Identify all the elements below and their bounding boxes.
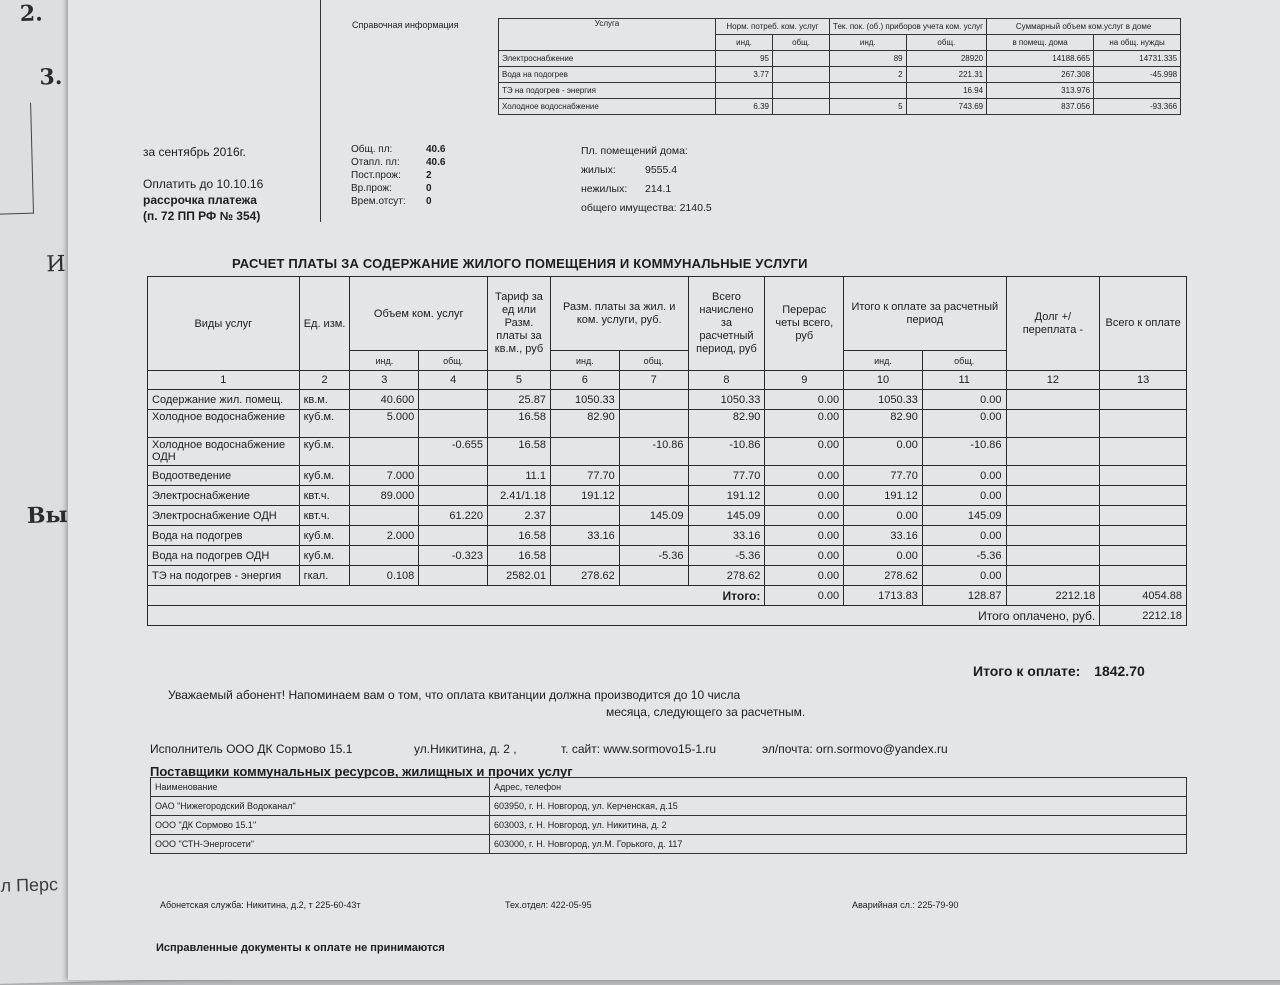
recalc: 0.00 [765,546,844,566]
header-recalc: Перерас четы всего, руб [765,277,844,371]
param-label: Вр.прож: [351,183,392,194]
amount-ind: 191.12 [550,486,619,506]
supplier-address: 603003, г. Н. Новгород, ул. Никитина, д. 2 [490,816,1187,835]
installment-rule: (п. 72 ПП РФ № 354) [143,209,261,223]
ref-cell: -93.366 [1094,99,1181,115]
executor-address: ул.Никитина, д. 2 , [414,742,517,756]
supplier-row [151,835,1187,854]
pay-obsh: 145.09 [922,506,1006,526]
service-name: Водоотведение [148,466,300,486]
total-cell [1100,486,1187,506]
header-vol-ind: инд. [350,351,419,371]
ref-cell: 14188.665 [987,51,1094,67]
header-debt: Долг +/ переплата - [1006,277,1100,371]
volume-obsh [419,566,488,586]
amount-ind [550,546,619,566]
volume-ind [350,546,419,566]
reference-table [498,18,1181,115]
ref-header-norm-ind: инд. [716,35,773,51]
ref-row [499,83,1181,99]
ref-cell: 267.308 [987,67,1094,83]
supplier-row [151,797,1187,816]
ref-cell: 743.69 [906,99,987,115]
recalc: 0.00 [765,566,844,586]
tariff: 25.87 [488,390,551,410]
house-nonresidential-label: нежилых: [581,183,628,195]
executor-email: эл/почта: orn.sormovo@yandex.ru [762,742,948,756]
amount-ind: 278.62 [550,566,619,586]
recalc: 0.00 [765,486,844,506]
house-nonresidential-value: 214.1 [645,183,672,195]
header-pay-ind: инд. [844,351,923,371]
col-number: 3 [350,371,419,390]
ref-cell [716,83,773,99]
volume-obsh [419,410,488,438]
totals-pay-obsh: 128.87 [922,586,1006,606]
service-row [148,506,1187,526]
pay-obsh: 0.00 [922,486,1006,506]
amount-due-value: 1842.70 [1094,663,1145,679]
col-number: 4 [419,371,488,390]
ref-header-volume: Суммарный объем ком.услуг в доме [987,19,1181,35]
param-value: 2 [426,170,432,181]
supplier-name: ОАО "Нижегородский Водоканал" [151,797,490,816]
totals-total: 4054.88 [1100,586,1187,606]
billing-month: за сентябрь 2016г. [143,145,246,159]
tariff: 16.58 [488,526,551,546]
total-cell [1100,390,1187,410]
service-row [148,546,1187,566]
service-row [148,390,1187,410]
header-amt-obsh: общ. [619,351,688,371]
total-cell [1100,566,1187,586]
header-total: Всего к оплате [1100,277,1187,371]
col-number: 10 [844,371,923,390]
ref-header-meter-ind: инд. [830,35,907,51]
amount-obsh [619,466,688,486]
house-common-label: общего имущества: [581,202,677,214]
ref-cell: -45.998 [1094,67,1181,83]
amount-ind: 77.70 [550,466,619,486]
separator-line [320,0,321,222]
volume-ind: 7.000 [350,466,419,486]
notice-line1: Уважаемый абонент! Напоминаем вам о том, что оплата квитанции должна производится до 10 числа [168,688,741,702]
col-number: 11 [922,371,1006,390]
ref-header-common: на общ. нужды [1094,35,1181,51]
service-row [148,486,1187,506]
amount-obsh [619,486,688,506]
pay-obsh: 0.00 [922,526,1006,546]
totals-label: Итого: [148,586,765,606]
volume-ind: 2.000 [350,526,419,546]
debt-cell [1006,438,1100,466]
executor-name: Исполнитель ООО ДК Сормово 15.1 [150,742,353,756]
amount-ind: 1050.33 [550,390,619,410]
debt-cell [1006,506,1100,526]
paid-value: 2212.18 [1100,606,1187,626]
ref-header-rooms: в помещ. дома [987,35,1094,51]
ref-cell: 14731.335 [1094,51,1181,67]
recalc: 0.00 [765,390,844,410]
recalc: 0.00 [765,438,844,466]
pay-obsh: 0.00 [922,410,1006,438]
param-label: Общ. пл: [351,144,393,155]
charged: 278.62 [688,566,765,586]
amount-obsh [619,410,688,438]
header-charged: Всего начислено за расчетный период, руб [688,277,765,371]
emergency-service: Аварийная сл.: 225-79-90 [852,900,959,910]
ref-cell [773,99,830,115]
tariff: 2.41/1.18 [488,486,551,506]
service-row [148,466,1187,486]
total-cell [1100,526,1187,546]
ref-cell: 3.77 [716,67,773,83]
tariff: 16.58 [488,546,551,566]
ref-header-meter: Тек. пок. (об.) приборов учета ком. услуг [830,19,987,35]
col-number: 1 [148,371,300,390]
pay-ind: 33.16 [844,526,923,546]
house-common-value: 2140.5 [679,202,712,214]
charged: 191.12 [688,486,765,506]
volume-ind: 0.108 [350,566,419,586]
tariff: 11.1 [488,466,551,486]
paid-row [148,606,1187,626]
pay-ind: 77.70 [844,466,923,486]
service-name: Электроснабжение ОДН [148,506,300,526]
ref-cell: 95 [716,51,773,67]
recalc: 0.00 [765,410,844,438]
charged: 145.09 [688,506,765,526]
service-unit: квт.ч. [299,486,350,506]
volume-obsh [419,486,488,506]
col-number: 6 [550,371,619,390]
suppliers-header-address: Адрес, телефон [490,778,1187,797]
supplier-address: 603000, г. Н. Новгород, ул.М. Горького, д. 117 [490,835,1187,854]
ref-cell: 16.94 [906,83,987,99]
ref-cell: 2 [830,67,907,83]
pay-ind: 0.00 [844,506,923,526]
pay-obsh: -5.36 [922,546,1006,566]
param-label: Отапл. пл: [351,157,400,168]
tariff: 2.37 [488,506,551,526]
subscriber-service: Абонетская служба: Никитина, д.2, т 225-60-43т [160,900,361,910]
col-number: 8 [688,371,765,390]
col-number: 9 [765,371,844,390]
service-name: ТЭ на подогрев - энергия [148,566,300,586]
col-number: 7 [619,371,688,390]
header-amount: Разм. платы за жил. и ком. услуги, руб. [550,277,688,351]
service-unit: куб.м. [299,466,350,486]
charged: 77.70 [688,466,765,486]
sheet-text-vy: Вы [26,501,68,529]
param-label: Пост.прож: [351,170,401,181]
ref-cell [830,83,907,99]
recalc: 0.00 [765,466,844,486]
ref-header-meter-obsh: общ. [906,35,987,51]
service-name: Содержание жил. помещ. [148,390,300,410]
service-unit: куб.м. [299,410,350,438]
ref-cell-name: Вода на подогрев [499,67,716,83]
ref-cell [1094,83,1181,99]
ref-cell: 6.39 [716,99,773,115]
service-name: Холодное водоснабжение ОДН [148,438,300,466]
recalc: 0.00 [765,526,844,546]
header-volume: Объем ком. услуг [350,277,488,351]
amount-due [973,663,1145,679]
volume-ind: 89.000 [350,486,419,506]
volume-ind [350,506,419,526]
service-name: Электроснабжение [148,486,300,506]
param-label: Врем.отсут: [351,196,406,207]
ref-cell: 313.976 [987,83,1094,99]
service-row [148,410,1187,438]
pay-ind: 191.12 [844,486,923,506]
totals-debt: 2212.18 [1006,586,1100,606]
volume-obsh: 61.220 [419,506,488,526]
supplier-name: ООО "ДК Сормово 15.1" [151,816,490,835]
recalc: 0.00 [765,506,844,526]
service-name: Вода на подогрев [148,526,300,546]
ref-header-norm: Норм. потреб. ком. услуг [716,19,830,35]
ref-row [499,51,1181,67]
service-unit: гкал. [299,566,350,586]
house-residential-value: 9555.4 [645,164,678,176]
reference-label: Справочная информация [352,20,459,30]
header-amt-ind: инд. [550,351,619,371]
pay-ind: 0.00 [844,546,923,566]
house-title: Пл. помещений дома: [581,145,688,157]
header-kind: Виды услуг [148,277,300,371]
sheet-item-3: 3. [39,63,63,91]
service-unit: кв.м. [299,390,350,410]
executor-site: т. сайт: www.sormovo15-1.ru [561,742,717,756]
col-number: 2 [299,371,350,390]
ref-cell: 89 [830,51,907,67]
sheet-text-i: И [46,251,66,278]
suppliers-header-name: Наименование [151,778,490,797]
pay-ind: 82.90 [844,410,923,438]
supplier-row [151,816,1187,835]
totals-row [148,586,1187,606]
service-name: Вода на подогрев ОДН [148,546,300,566]
pay-obsh: 0.00 [922,390,1006,410]
header-tariff: Тариф за ед или Разм. платы за кв.м., руб [488,277,551,371]
ref-header-norm-obsh: общ. [773,35,830,51]
col-number: 12 [1006,371,1100,390]
house-areas [581,142,712,218]
col-number-row [148,371,1187,390]
installment-label: рассрочка платежа [143,193,257,207]
service-unit: куб.м. [299,546,350,566]
service-row [148,438,1187,466]
amount-ind [550,506,619,526]
tariff: 16.58 [488,410,551,438]
paid-label: Итого оплачено, руб. [148,606,1100,626]
volume-ind: 40.600 [350,390,419,410]
pay-ind: 1050.33 [844,390,923,410]
header-pay-obsh: общ. [922,351,1006,371]
calc-title: РАСЧЕТ ПЛАТЫ ЗА СОДЕРЖАНИЕ ЖИЛОГО ПОМЕЩЕНИЯ И КОММУНАЛЬНЫЕ УСЛУГИ [232,256,808,271]
ref-cell-name: Электроснабжение [499,51,716,67]
volume-obsh [419,466,488,486]
amount-obsh: -5.36 [619,546,688,566]
amount-obsh [619,566,688,586]
header-unit: Ед. изм. [299,277,350,371]
volume-ind [350,438,419,466]
service-name: Холодное водоснабжение [148,410,300,438]
pay-ind: 278.62 [844,566,923,586]
ref-cell-name: ТЭ на подогрев - энергия [499,83,716,99]
suppliers-table [150,777,1187,854]
volume-obsh [419,390,488,410]
service-unit: квт.ч. [299,506,350,526]
debt-cell [1006,526,1100,546]
col-number: 13 [1100,371,1187,390]
notice-line2: месяца, следующего за расчетным. [606,705,806,719]
debt-cell [1006,466,1100,486]
pay-ind: 0.00 [844,438,923,466]
tariff: 2582.01 [488,566,551,586]
suppliers-title: Поставщики коммунальных ресурсов, жилищных и прочих услуг [150,764,573,779]
ref-header-service: Услуга [499,19,716,51]
volume-ind: 5.000 [350,410,419,438]
amount-obsh: 145.09 [619,506,688,526]
ref-cell-name: Холодное водоснабжение [499,99,716,115]
pay-obsh: 0.00 [922,466,1006,486]
volume-obsh [419,526,488,546]
amount-ind: 82.90 [550,410,619,438]
tech-department: Тех.отдел: 422-05-95 [505,900,592,910]
pay-by-date: Оплатить до 10.10.16 [143,177,264,191]
calc-table [147,276,1187,626]
amount-obsh [619,390,688,410]
param-value: 0 [426,183,432,194]
ref-cell: 5 [830,99,907,115]
charged: 82.90 [688,410,765,438]
ref-cell [773,67,830,83]
col-number: 5 [488,371,551,390]
amount-obsh [619,526,688,546]
param-value: 40.6 [426,144,446,155]
service-row [148,526,1187,546]
total-cell [1100,410,1187,438]
total-cell [1100,546,1187,566]
charged: -5.36 [688,546,765,566]
ref-cell: 28920 [906,51,987,67]
supplier-address: 603950, г. Н. Новгород, ул. Керченская, д.15 [490,797,1187,816]
debt-cell [1006,566,1100,586]
amount-due-label: Итого к оплате: [973,663,1081,679]
pay-obsh: -10.86 [922,438,1006,466]
header-vol-obsh: общ. [419,351,488,371]
sheet-frame [0,103,34,216]
amount-obsh: -10.86 [619,438,688,466]
debt-cell [1006,390,1100,410]
debt-cell [1006,486,1100,506]
charged: -10.86 [688,438,765,466]
ref-row [499,67,1181,83]
ref-cell [773,83,830,99]
volume-obsh: -0.323 [419,546,488,566]
amount-ind: 33.16 [550,526,619,546]
header-to-pay: Итого к оплате за расчетный период [844,277,1006,351]
totals-recalc: 0.00 [765,586,844,606]
debt-cell [1006,410,1100,438]
ref-cell [773,51,830,67]
calc-body [148,390,1187,626]
house-residential-label: жилых: [581,164,616,176]
totals-pay-ind: 1713.83 [844,586,923,606]
ref-cell: 221.31 [906,67,987,83]
debt-cell [1006,546,1100,566]
ref-row [499,99,1181,115]
sheet-item-2: 2. [19,0,44,27]
service-row [148,566,1187,586]
bottom-note: Исправленные документы к оплате не принимаются [156,942,445,954]
total-cell [1100,466,1187,486]
volume-obsh: -0.655 [419,438,488,466]
param-value: 0 [426,196,432,207]
total-cell [1100,506,1187,526]
total-cell [1100,438,1187,466]
apartment-params [351,143,445,208]
service-unit: куб.м. [299,526,350,546]
sheet-text-pers: л Перс [0,874,59,896]
charged: 1050.33 [688,390,765,410]
charged: 33.16 [688,526,765,546]
pay-obsh: 0.00 [922,566,1006,586]
param-value: 40.6 [426,157,446,168]
tariff: 16.58 [488,438,551,466]
service-unit: куб.м. [299,438,350,466]
amount-ind [550,438,619,466]
supplier-name: ООО "СТН-Энергосети" [151,835,490,854]
ref-cell: 837.056 [987,99,1094,115]
